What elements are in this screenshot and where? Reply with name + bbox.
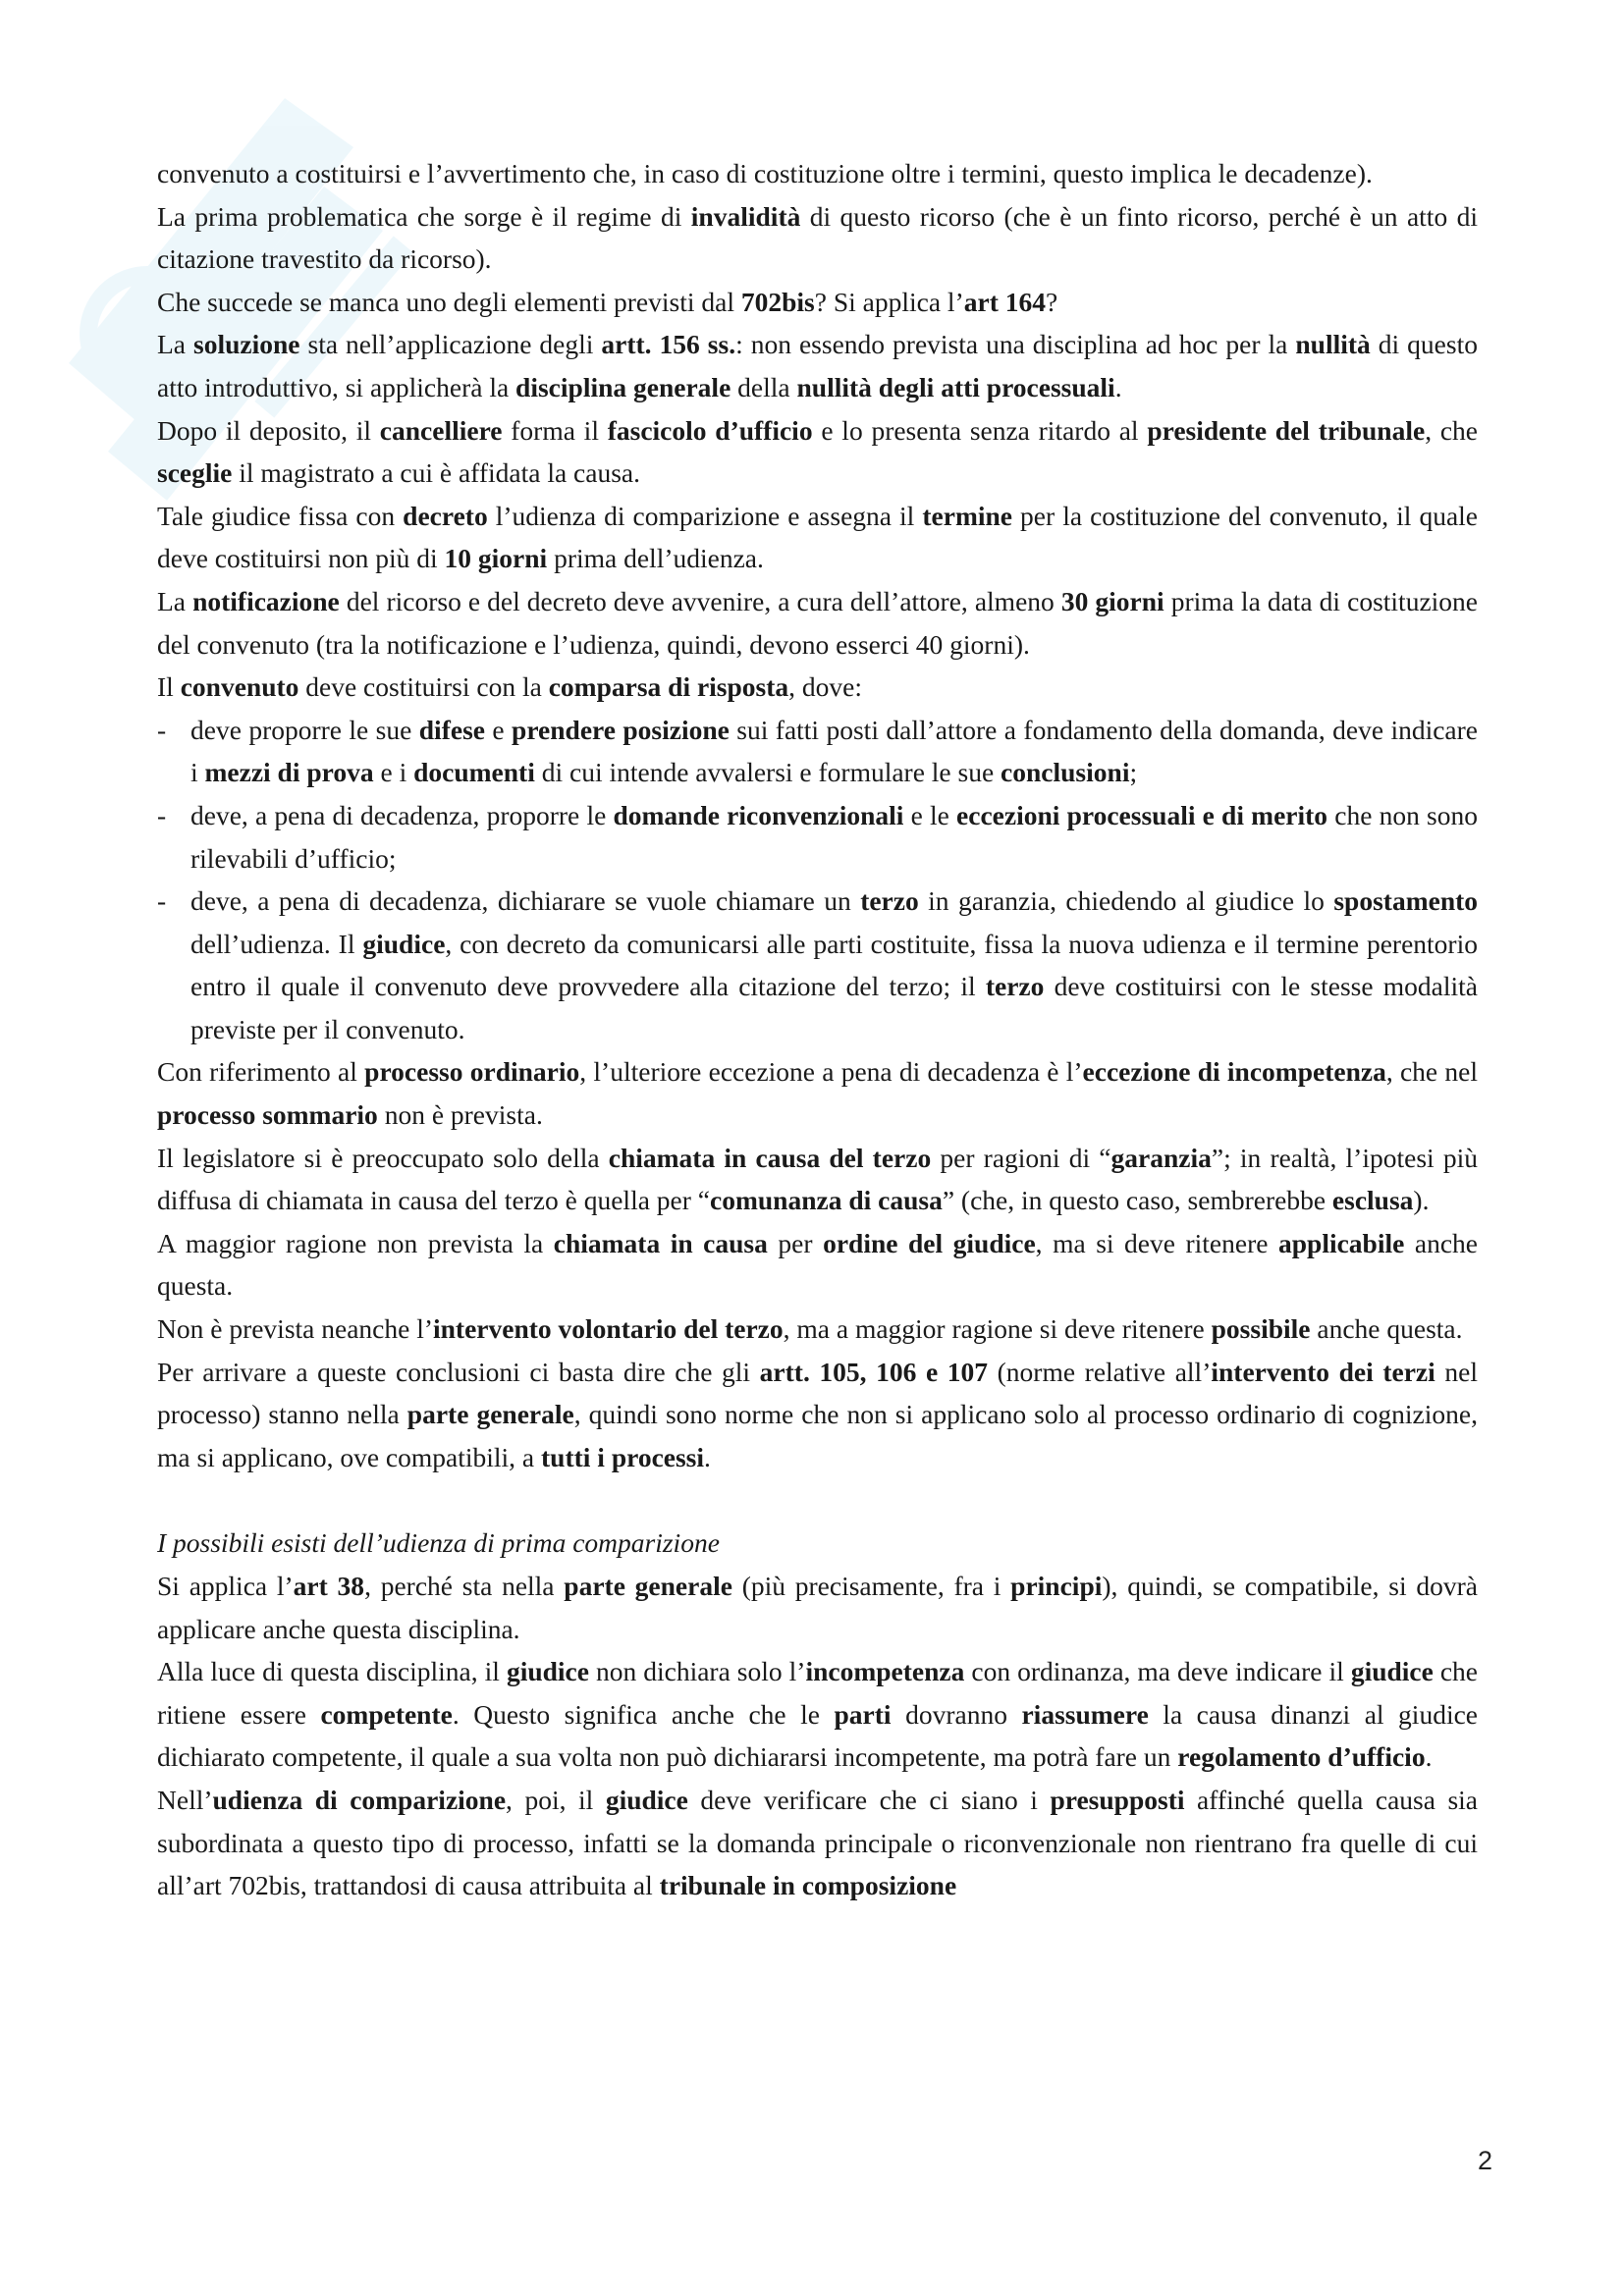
- text-span: Il: [157, 671, 181, 703]
- text-span: Non è prevista neanche l’: [157, 1313, 433, 1345]
- bold-text: principi: [1010, 1571, 1103, 1601]
- bold-text: chiamata in causa: [553, 1227, 768, 1258]
- section-title: I possibili esisti dell’udienza di prima comparizione: [157, 1527, 720, 1559]
- paragraph: [157, 1137, 1478, 1222]
- bold-text: udienza di comparizione: [212, 1784, 507, 1815]
- text-span: ;: [1129, 757, 1138, 788]
- bold-text: documenti: [413, 757, 535, 788]
- bold-text: riassumere: [1021, 1698, 1149, 1730]
- paragraph: [157, 195, 1478, 281]
- bold-text: art 164: [963, 286, 1046, 317]
- bold-text: regolamento d’ufficio: [1177, 1741, 1426, 1773]
- text-span: Dopo il deposito, il: [157, 414, 380, 446]
- bold-text: giudice: [506, 1656, 589, 1687]
- text-span: affinché quella causa sia subordinata a questo tipo di processo, infatti se la domanda principale o riconvenzionale non rientrano fra quelle di cui all’art 702bis, trattandosi di causa attribuita al: [157, 1784, 1479, 1901]
- bold-text: terzo: [860, 885, 919, 917]
- text-span: non dichiara solo l’: [588, 1656, 806, 1687]
- page-number: 2: [1477, 2146, 1492, 2175]
- text-span: di cui intende avvalersi e formulare le sue: [534, 757, 1001, 788]
- text-span: dovranno: [891, 1698, 1022, 1730]
- text-span: Che succede se manca uno degli elementi previsti dal: [157, 286, 741, 317]
- text-span: Il legislatore si è preoccupato solo della: [157, 1142, 609, 1173]
- text-span: per ragioni di “: [931, 1142, 1111, 1173]
- text-span: La: [157, 585, 193, 616]
- text-span: prima la data di costituzione del convenuto (tra la notificazione e l’udienza, quindi, devono esserci 40 giorni).: [157, 585, 1479, 660]
- bold-text: parte generale: [406, 1399, 574, 1430]
- text-span: per la costituzione del convenuto, il quale deve costituirsi non più di: [157, 500, 1479, 574]
- text-span: che non sono rilevabili d’ufficio;: [190, 799, 1478, 874]
- bold-text: processo sommario: [157, 1099, 378, 1131]
- bold-text: 702bis: [740, 286, 815, 317]
- text-span: . Questo significa anche che le: [452, 1698, 835, 1730]
- paragraph: [157, 323, 1478, 408]
- text-span: , dove:: [788, 671, 863, 703]
- text-span: ”; in realtà, l’ipotesi più diffusa di chiamata in causa del terzo è quella per “: [157, 1142, 1478, 1216]
- bold-text: comunanza di causa: [710, 1185, 943, 1216]
- paragraph-group: [157, 152, 1478, 709]
- text-span: (più precisamente, fra i: [731, 1571, 1011, 1601]
- bold-text: possibile: [1211, 1313, 1311, 1345]
- paragraph: [157, 1050, 1478, 1136]
- list-item: [157, 880, 1478, 1050]
- bold-text: tribunale in composizione: [659, 1870, 957, 1901]
- bold-text: soluzione: [193, 329, 300, 360]
- bold-text: sceglie: [157, 457, 233, 489]
- text-span: deve, a pena di decadenza, proporre le: [190, 799, 614, 830]
- text-span: ” (che, in questo caso, sembrerebbe: [942, 1185, 1332, 1216]
- text-span: Nell’: [157, 1784, 213, 1815]
- bold-text: difese: [418, 714, 485, 745]
- paragraph: [157, 409, 1478, 495]
- text-span: , l’ulteriore eccezione a pena di decadenza è l’: [579, 1056, 1083, 1088]
- bold-text: eccezione di incompetenza: [1082, 1056, 1386, 1088]
- bold-text: garanzia: [1110, 1142, 1212, 1173]
- text-span: deve, a pena di decadenza, dichiarare se vuole chiamare un: [190, 885, 861, 917]
- bold-text: fascicolo d’ufficio: [607, 414, 813, 446]
- bold-text: conclusioni: [1001, 757, 1130, 788]
- text-span: di questo atto introduttivo, si applicherà la: [157, 329, 1478, 402]
- bold-text: esclusa: [1331, 1185, 1414, 1216]
- bold-text: tutti i processi: [541, 1441, 705, 1472]
- text-span: l’udienza di comparizione e assegna il: [487, 500, 923, 531]
- bold-text: notificazione: [192, 585, 340, 616]
- bold-text: chiamata in causa del terzo: [608, 1142, 932, 1173]
- paragraph: [157, 1779, 1478, 1907]
- text-span: , ma a maggior ragione si deve ritenere: [783, 1313, 1212, 1345]
- text-span: e: [484, 714, 513, 745]
- bold-text: intervento dei terzi: [1211, 1356, 1435, 1387]
- text-span: deve costituirsi con le stesse modalità previste per il convenuto.: [190, 971, 1478, 1044]
- text-span: , con decreto da comunicarsi alle parti costituite, fissa la nuova udienza e il termine perentorio entro il quale il convenuto deve provvedere alla citazione del terzo; il: [190, 928, 1478, 1002]
- text-span: ), quindi, se compatibile, si dovrà applicare anche questa disciplina.: [157, 1571, 1478, 1644]
- text-span: anche questa.: [157, 1227, 1478, 1302]
- text-span: e i: [373, 757, 414, 788]
- bold-text: artt. 105, 106 e 107: [759, 1356, 989, 1387]
- text-span: ? Si applica l’: [814, 286, 964, 317]
- text-span: , perché sta nella: [364, 1571, 565, 1601]
- bold-text: decreto: [403, 500, 488, 531]
- text-span: Alla luce di questa disciplina, il: [157, 1656, 507, 1687]
- text-span: forma il: [502, 414, 608, 446]
- text-span: prima dell’udienza.: [547, 543, 764, 574]
- text-span: Con riferimento al: [157, 1056, 365, 1088]
- text-span: che ritiene essere: [157, 1656, 1479, 1730]
- text-span: non è prevista.: [377, 1099, 543, 1131]
- text-span: e le: [903, 799, 957, 830]
- paragraph: [157, 152, 1478, 195]
- text-span: la causa dinanzi al giudice dichiarato competente, il quale a sua volta non può dichiararsi incompetente, ma potrà fare un: [157, 1698, 1478, 1773]
- text-span: ).: [1413, 1185, 1430, 1216]
- text-span: La: [157, 329, 194, 360]
- text-span: deve proporre le sue: [190, 714, 419, 745]
- text-span: per: [767, 1227, 824, 1258]
- text-span: Tale giudice fissa con: [157, 500, 404, 531]
- paragraph: [157, 495, 1478, 580]
- paragraph-group-after-list: [157, 1050, 1478, 1478]
- bold-text: mezzi di prova: [204, 757, 374, 788]
- text-span: Per arrivare a queste conclusioni ci basta dire che gli: [157, 1356, 760, 1387]
- bold-text: domande riconvenzionali: [613, 799, 904, 830]
- paragraph: [157, 281, 1478, 324]
- text-span: , che nel: [1385, 1056, 1478, 1088]
- bold-text: cancelliere: [379, 414, 503, 446]
- bold-text: applicabile: [1277, 1227, 1405, 1258]
- text-span: .: [1425, 1741, 1433, 1773]
- bold-text: eccezioni processuali e di merito: [956, 799, 1328, 830]
- text-span: Si applica l’: [157, 1571, 294, 1601]
- text-span: La prima problematica che sorge è il regime di: [157, 200, 691, 232]
- bold-text: artt. 156 ss.: [601, 329, 736, 360]
- paragraph: [157, 1650, 1478, 1779]
- document-body: [157, 152, 1478, 1907]
- text-span: .: [1114, 371, 1122, 402]
- bold-text: giudice: [605, 1784, 688, 1815]
- text-span: il magistrato a cui è affidata la causa.: [232, 457, 640, 489]
- paragraph: [157, 666, 1478, 709]
- bold-text: invalidità: [690, 200, 801, 232]
- list-item: [157, 794, 1478, 880]
- text-span: A maggior ragione non prevista la: [157, 1227, 554, 1258]
- paragraph: [157, 1565, 1478, 1650]
- text-span: , poi, il: [506, 1784, 606, 1815]
- bold-text: spostamento: [1333, 885, 1479, 917]
- bold-text: giudice: [362, 928, 446, 959]
- bold-text: presidente del tribunale: [1147, 414, 1426, 446]
- text-span: deve costituirsi con la: [298, 671, 549, 703]
- text-span: del ricorso e del decreto deve avvenire, a cura dell’attore, almeno: [339, 585, 1061, 616]
- text-span: ?: [1045, 286, 1058, 317]
- bold-text: art 38: [293, 1571, 365, 1601]
- text-span: di questo ricorso (che è un finto ricorso, perché è un atto di citazione travestito da ricorso).: [157, 200, 1478, 275]
- text-span: nel processo) stanno nella: [157, 1356, 1478, 1430]
- text-span: e lo presenta senza ritardo al: [812, 414, 1148, 446]
- text-span: : non essendo prevista una disciplina ad hoc per la: [735, 329, 1296, 360]
- paragraph: [157, 580, 1478, 666]
- bold-text: convenuto: [180, 671, 299, 703]
- bullet-list: [157, 709, 1478, 1051]
- bold-text: termine: [922, 500, 1012, 531]
- text-span: deve verificare che ci siano i: [687, 1784, 1051, 1815]
- bold-text: comparsa di risposta: [548, 671, 789, 703]
- bold-text: 10 giorni: [444, 543, 548, 574]
- text-span: sui fatti posti dall’attore a fondamento della domanda, deve indicare i: [190, 714, 1479, 788]
- bold-text: presupposti: [1050, 1784, 1185, 1815]
- bold-text: intervento volontario del terzo: [433, 1313, 784, 1345]
- text-span: dell’udienza. Il: [190, 928, 363, 959]
- text-span: , che: [1425, 414, 1478, 446]
- text-span: , ma si deve ritenere: [1035, 1227, 1278, 1258]
- list-item: [157, 709, 1478, 794]
- bold-text: 30 giorni: [1060, 585, 1164, 616]
- text-span: anche questa.: [1310, 1313, 1463, 1345]
- paragraph: [157, 1222, 1478, 1308]
- bold-text: prendere posizione: [512, 714, 730, 745]
- text-span: .: [704, 1441, 711, 1472]
- bold-text: incompetenza: [805, 1656, 965, 1687]
- bold-text: competente: [320, 1698, 453, 1730]
- bold-text: giudice: [1350, 1656, 1434, 1687]
- text-span: in garanzia, chiedendo al giudice lo: [918, 885, 1334, 917]
- text-span: della: [731, 371, 797, 402]
- section-paragraph-group: [157, 1565, 1478, 1907]
- text-span: (norme relative all’: [988, 1356, 1212, 1387]
- text-span: con ordinanza, ma deve indicare il: [964, 1656, 1351, 1687]
- bold-text: nullità degli atti processuali: [796, 371, 1115, 402]
- bold-text: parti: [834, 1698, 892, 1730]
- paragraph: [157, 1351, 1478, 1479]
- bold-text: ordine del giudice: [823, 1227, 1036, 1258]
- bold-text: disciplina generale: [515, 371, 731, 402]
- text-span: convenuto a costituirsi e l’avvertimento che, in caso di costituzione oltre i termini, questo implica le decadenze).: [157, 158, 1373, 188]
- text-span: , quindi sono norme che non si applicano solo al processo ordinario di cognizione, ma si applicano, ove compatibili, a: [157, 1399, 1478, 1472]
- bold-text: nullità: [1295, 329, 1371, 360]
- text-span: sta nell’applicazione degli: [299, 329, 602, 360]
- bold-text: terzo: [985, 971, 1045, 1002]
- paragraph: [157, 1308, 1478, 1351]
- bold-text: processo ordinario: [364, 1056, 580, 1088]
- bold-text: parte generale: [564, 1571, 732, 1601]
